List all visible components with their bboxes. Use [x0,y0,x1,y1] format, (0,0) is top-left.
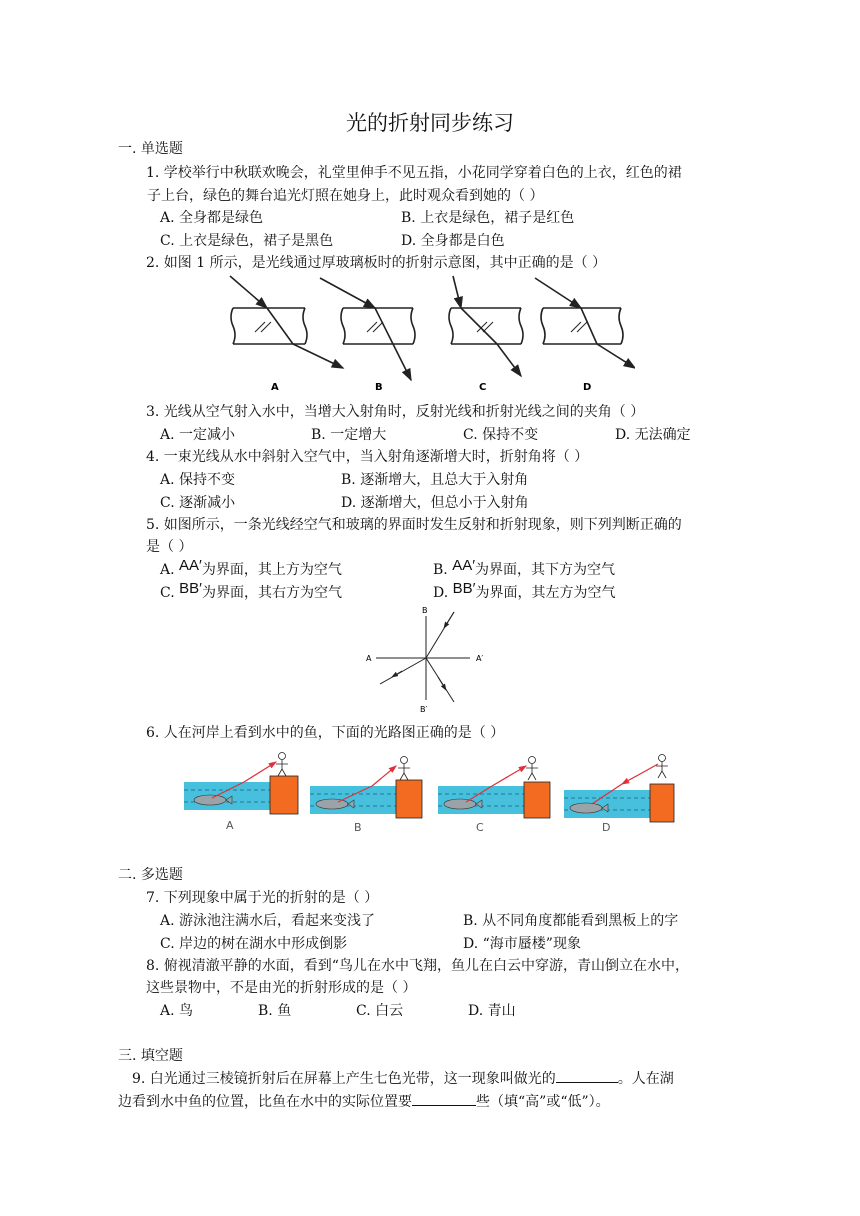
question-6: 6. 人在河岸上看到水中的鱼，下面的光路图正确的是（ ） [146,725,505,741]
question-1-line: 1. 学校举行中秋联欢晚会，礼堂里伸手不见五指，小花同学穿着白色的上衣，红色的裙 [146,165,682,181]
figure-label: B [375,382,383,393]
option-a: A. 全身都是绿色 [160,210,264,226]
option-c: C. 上衣是绿色，裙子是黑色 [160,233,334,249]
answer-blank[interactable] [556,1068,618,1083]
section-heading: 一. 单选题 [118,141,183,157]
option-b: B. 上衣是绿色，裙子是红色 [401,210,575,226]
option-c: C. BB′为界面，其右方为空气 [160,580,342,601]
figure-label: A′ [476,654,484,663]
option-a: A. 一定减小 [160,427,236,443]
figure-label: D [583,382,592,393]
option-c: C. 白云 [356,1003,404,1019]
question-3: 3. 光线从空气射入水中，当增大入射角时，反射光线和折射光线之间的夹角（ ） [146,404,645,420]
question-9-line: 边看到水中鱼的位置，比鱼在水中的实际位置要 些（填“高”或“低”）。 [118,1091,610,1111]
option-a: A. 保持不变 [160,472,236,488]
question-5-line: 是（ ） [146,539,193,555]
option-d: D. 逐渐增大，但总小于入射角 [341,495,529,511]
question-9-line: 9. 白光通过三棱镜折射后在屏幕上产生七色光带，这一现象叫做光的 。人在湖 [132,1068,674,1088]
question-7: 7. 下列现象中属于光的折射的是（ ） [146,890,379,906]
question-1-line: 子上台，绿色的舞台追光灯照在她身上，此时观众看到她的（ ） [147,188,544,204]
option-a: A. 鸟 [160,1003,194,1019]
option-d: D. 青山 [468,1003,516,1019]
question-5-line: 5. 如图所示，一条光线经空气和玻璃的界面时发生反射和折射现象，则下列判断正确的 [146,517,682,533]
figure-label: B′ [420,705,428,714]
option-c: C. 逐渐减小 [160,495,236,511]
figure-label: A [226,819,234,832]
question-8-line: 8. 俯视清澈平静的水面，看到“鸟儿在水中飞翔，鱼儿在白云中穿游，青山倒立在水中， [146,958,689,974]
section-heading: 二. 多选题 [118,867,183,883]
glass-refraction-figure [225,272,635,394]
option-c: C. 保持不变 [463,427,539,443]
question-4: 4. 一束光线从水中斜射入空气中，当入射角逐渐增大时，折射角将（ ） [146,449,589,465]
option-d: D. BB′为界面，其左方为空气 [433,580,616,601]
option-b: B. 一定增大 [311,427,387,443]
option-d: D. 全身都是白色 [401,233,505,249]
answer-blank[interactable] [412,1091,476,1106]
option-d: D. “海市蜃楼”现象 [463,936,581,952]
figure-label: D [602,821,611,834]
question-8-line: 这些景物中，不是由光的折射形成的是（ ） [146,980,417,996]
option-b: B. 鱼 [258,1003,292,1019]
section-heading: 三. 填空题 [118,1048,183,1064]
option-a: A. AA′为界面，其上方为空气 [160,557,342,578]
option-b: B. 逐渐增大，且总大于入射角 [341,472,529,488]
fish-light-path-figure [182,752,680,836]
option-b: B. 从不同角度都能看到黑板上的字 [463,913,679,929]
option-c: C. 岸边的树在湖水中形成倒影 [160,936,348,952]
option-b: B. AA′为界面，其下方为空气 [433,557,616,578]
option-a: A. 游泳池注满水后，看起来变浅了 [160,913,376,929]
figure-label: A [366,654,372,663]
option-d: D. 无法确定 [615,427,691,443]
figure-label: C [479,382,487,393]
figure-label: B [354,821,362,834]
figure-label: A [271,382,279,393]
page-title: 光的折射同步练习 [346,111,514,135]
figure-label: B [422,606,428,615]
interface-ray-figure [362,604,492,716]
question-2: 2. 如图 1 所示，是光线通过厚玻璃板时的折射示意图，其中正确的是（ ） [146,255,607,271]
figure-label: C [476,821,484,834]
